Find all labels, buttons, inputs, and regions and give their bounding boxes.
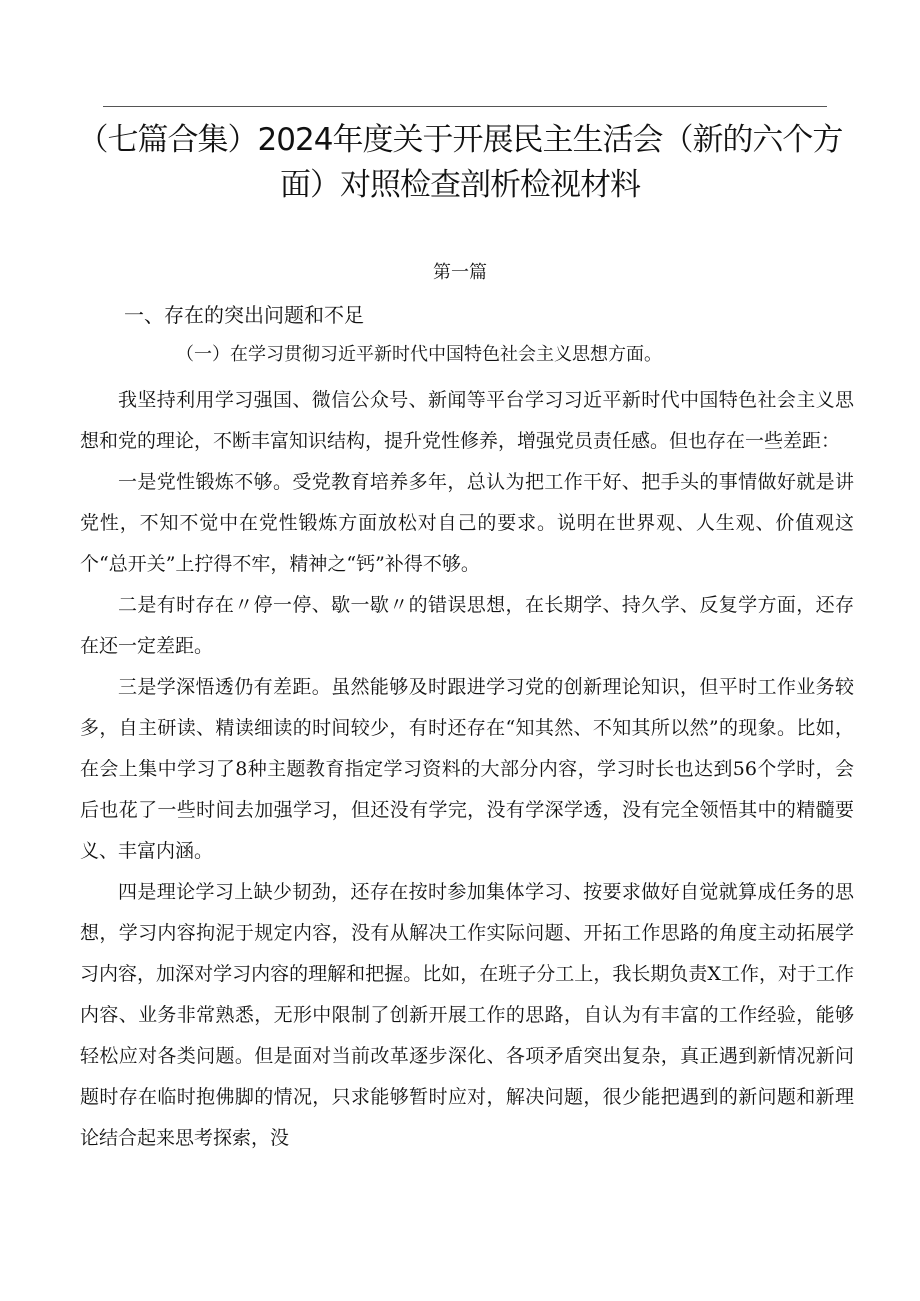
paragraph: 二是有时存在〃停一停、歇一歇〃的错误思想，在长期学、持久学、反复学方面，还存在还一定差距。 bbox=[80, 594, 854, 657]
section-heading: 一、存在的突出问题和不足 bbox=[124, 303, 364, 327]
paragraph: 我坚持利用学习强国、微信公众号、新闻等平台学习习近平新时代中国特色社会主义思想和党的理论，不断丰富知识结构，提升党性修养，增强党员责任感。但也存在一些差距： bbox=[80, 389, 854, 452]
paragraph: 三是学深悟透仍有差距。虽然能够及时跟进学习党的创新理论知识，但平时工作业务较多，自主研读、精读细读的时间较少，有时还存在“知其然、不知其所以然”的现象。比如，在会上集中学习了8种主题教育指定学习资料的大部分内容，学习时长也达到56个学时，会后也花了一些时间去加强学习，但还没有学完，没有学深学透，没有完全领悟其中的精髓要义、丰富内涵。 bbox=[80, 676, 854, 862]
part-title: 第一篇 bbox=[433, 262, 487, 283]
paragraph: 四是理论学习上缺少韧劲，还存在按时参加集体学习、按要求做好自觉就算成任务的思想，学习内容拘泥于规定内容，没有从解决工作实际问题、开拓工作思路的角度主动拓展学习内容，加深对学习内容的理解和把握。比如，在班子分工上，我长期负责X工作，对于工作内容、业务非常熟悉，无形中限制了创新开展工作的思路，自认为有丰富的工作经验，能够轻松应对各类问题。但是面对当前改革逐步深化、各项矛盾突出复杂，真正遇到新情况新问题时存在临时抱佛脚的情况，只求能够暂时应对，解决问题，很少能把遇到的新问题和新理论结合起来思考探索，没 bbox=[80, 881, 854, 1149]
subsection-heading: （一）在学习贯彻习近平新时代中国特色社会主义思想方面。 bbox=[176, 344, 662, 365]
body-text bbox=[80, 380, 854, 1159]
paragraph: 一是党性锻炼不够。受党教育培养多年，总认为把工作干好、把手头的事情做好就是讲党性，不知不觉中在党性锻炼方面放松对自己的要求。说明在世界观、人生观、价值观这个“总开关”上拧得不牢，精神之“钙”补得不够。 bbox=[80, 471, 854, 575]
header-rule bbox=[103, 106, 827, 107]
document-title: （七篇合集）2024年度关于开展民主生活会（新的六个方面）对照检查剖析检视材料 bbox=[77, 122, 843, 203]
